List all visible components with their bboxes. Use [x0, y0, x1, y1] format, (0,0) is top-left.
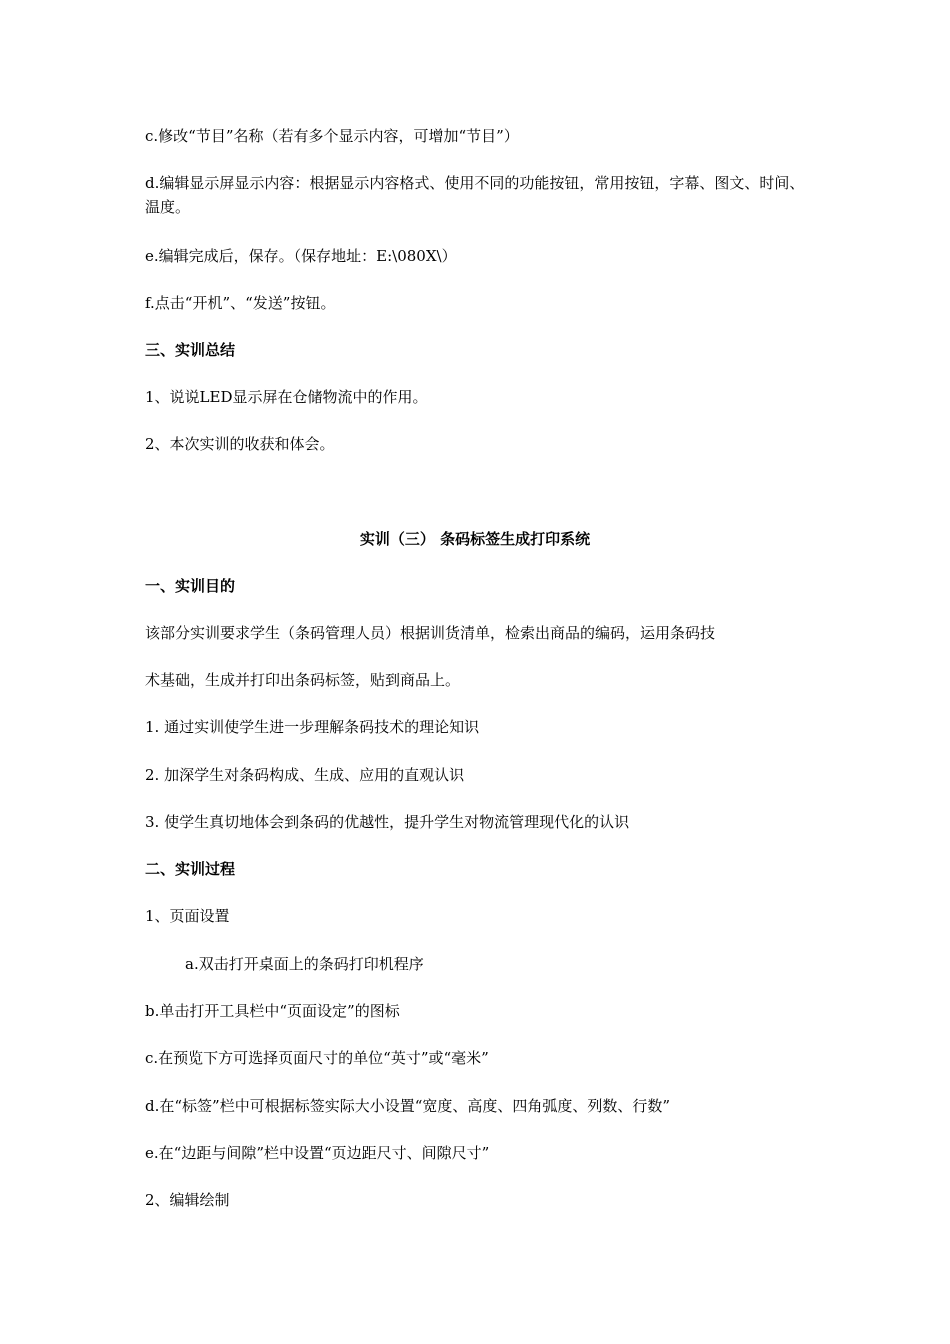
page-setup-step-e: e.在“边距与间隙”栏中设置“页边距尺寸、间隙尺寸”: [145, 1144, 490, 1162]
step-e-save: e.编辑完成后，保存。（保存地址：E:\080X\）: [145, 247, 457, 265]
step-f-send: f.点击“开机”、“发送”按钮。: [145, 294, 336, 312]
chapter-title: 实训（三） 条码标签生成打印系统: [359, 530, 591, 548]
purpose-paragraph-line-1: 该部分实训要求学生（条码管理人员）根据训货清单，检索出商品的编码，运用条码技: [145, 624, 716, 642]
page-setup-step-c: c.在预览下方可选择页面尺寸的单位“英寸”或“毫米”: [145, 1049, 489, 1067]
page-setup-step-d: d.在“标签”栏中可根据标签实际大小设置“宽度、高度、四角弧度、列数、行数”: [145, 1097, 671, 1115]
summary-item-2: 2、本次实训的收获和体会。: [145, 435, 335, 453]
step-page-setup: 1、页面设置: [145, 907, 230, 925]
step-c-rename-program: c.修改“节目”名称（若有多个显示内容，可增加“节目”）: [145, 127, 519, 145]
summary-item-1: 1、说说LED显示屏在仓储物流中的作用。: [145, 388, 428, 406]
section-heading-purpose: 一、实训目的: [145, 577, 236, 595]
objective-1: 1. 通过实训使学生进一步理解条码技术的理论知识: [145, 718, 480, 736]
purpose-paragraph-line-2: 术基础，生成并打印出条码标签，贴到商品上。: [145, 671, 461, 689]
objective-2: 2. 加深学生对条码构成、生成、应用的直观认识: [145, 766, 465, 784]
objective-3: 3. 使学生真切地体会到条码的优越性，提升学生对物流管理现代化的认识: [145, 813, 630, 831]
step-edit-draw: 2、编辑绘制: [145, 1191, 230, 1209]
page-setup-step-a: a.双击打开桌面上的条码打印机程序: [185, 955, 424, 973]
section-heading-process: 二、实训过程: [145, 860, 236, 878]
page-setup-step-b: b.单击打开工具栏中“页面设定”的图标: [145, 1002, 400, 1020]
step-d-edit-content: d.编辑显示屏显示内容：根据显示内容格式、使用不同的功能按钮，常用按钮，字幕、图文、时间、温度。: [145, 174, 805, 216]
section-heading-summary: 三、实训总结: [145, 341, 236, 359]
